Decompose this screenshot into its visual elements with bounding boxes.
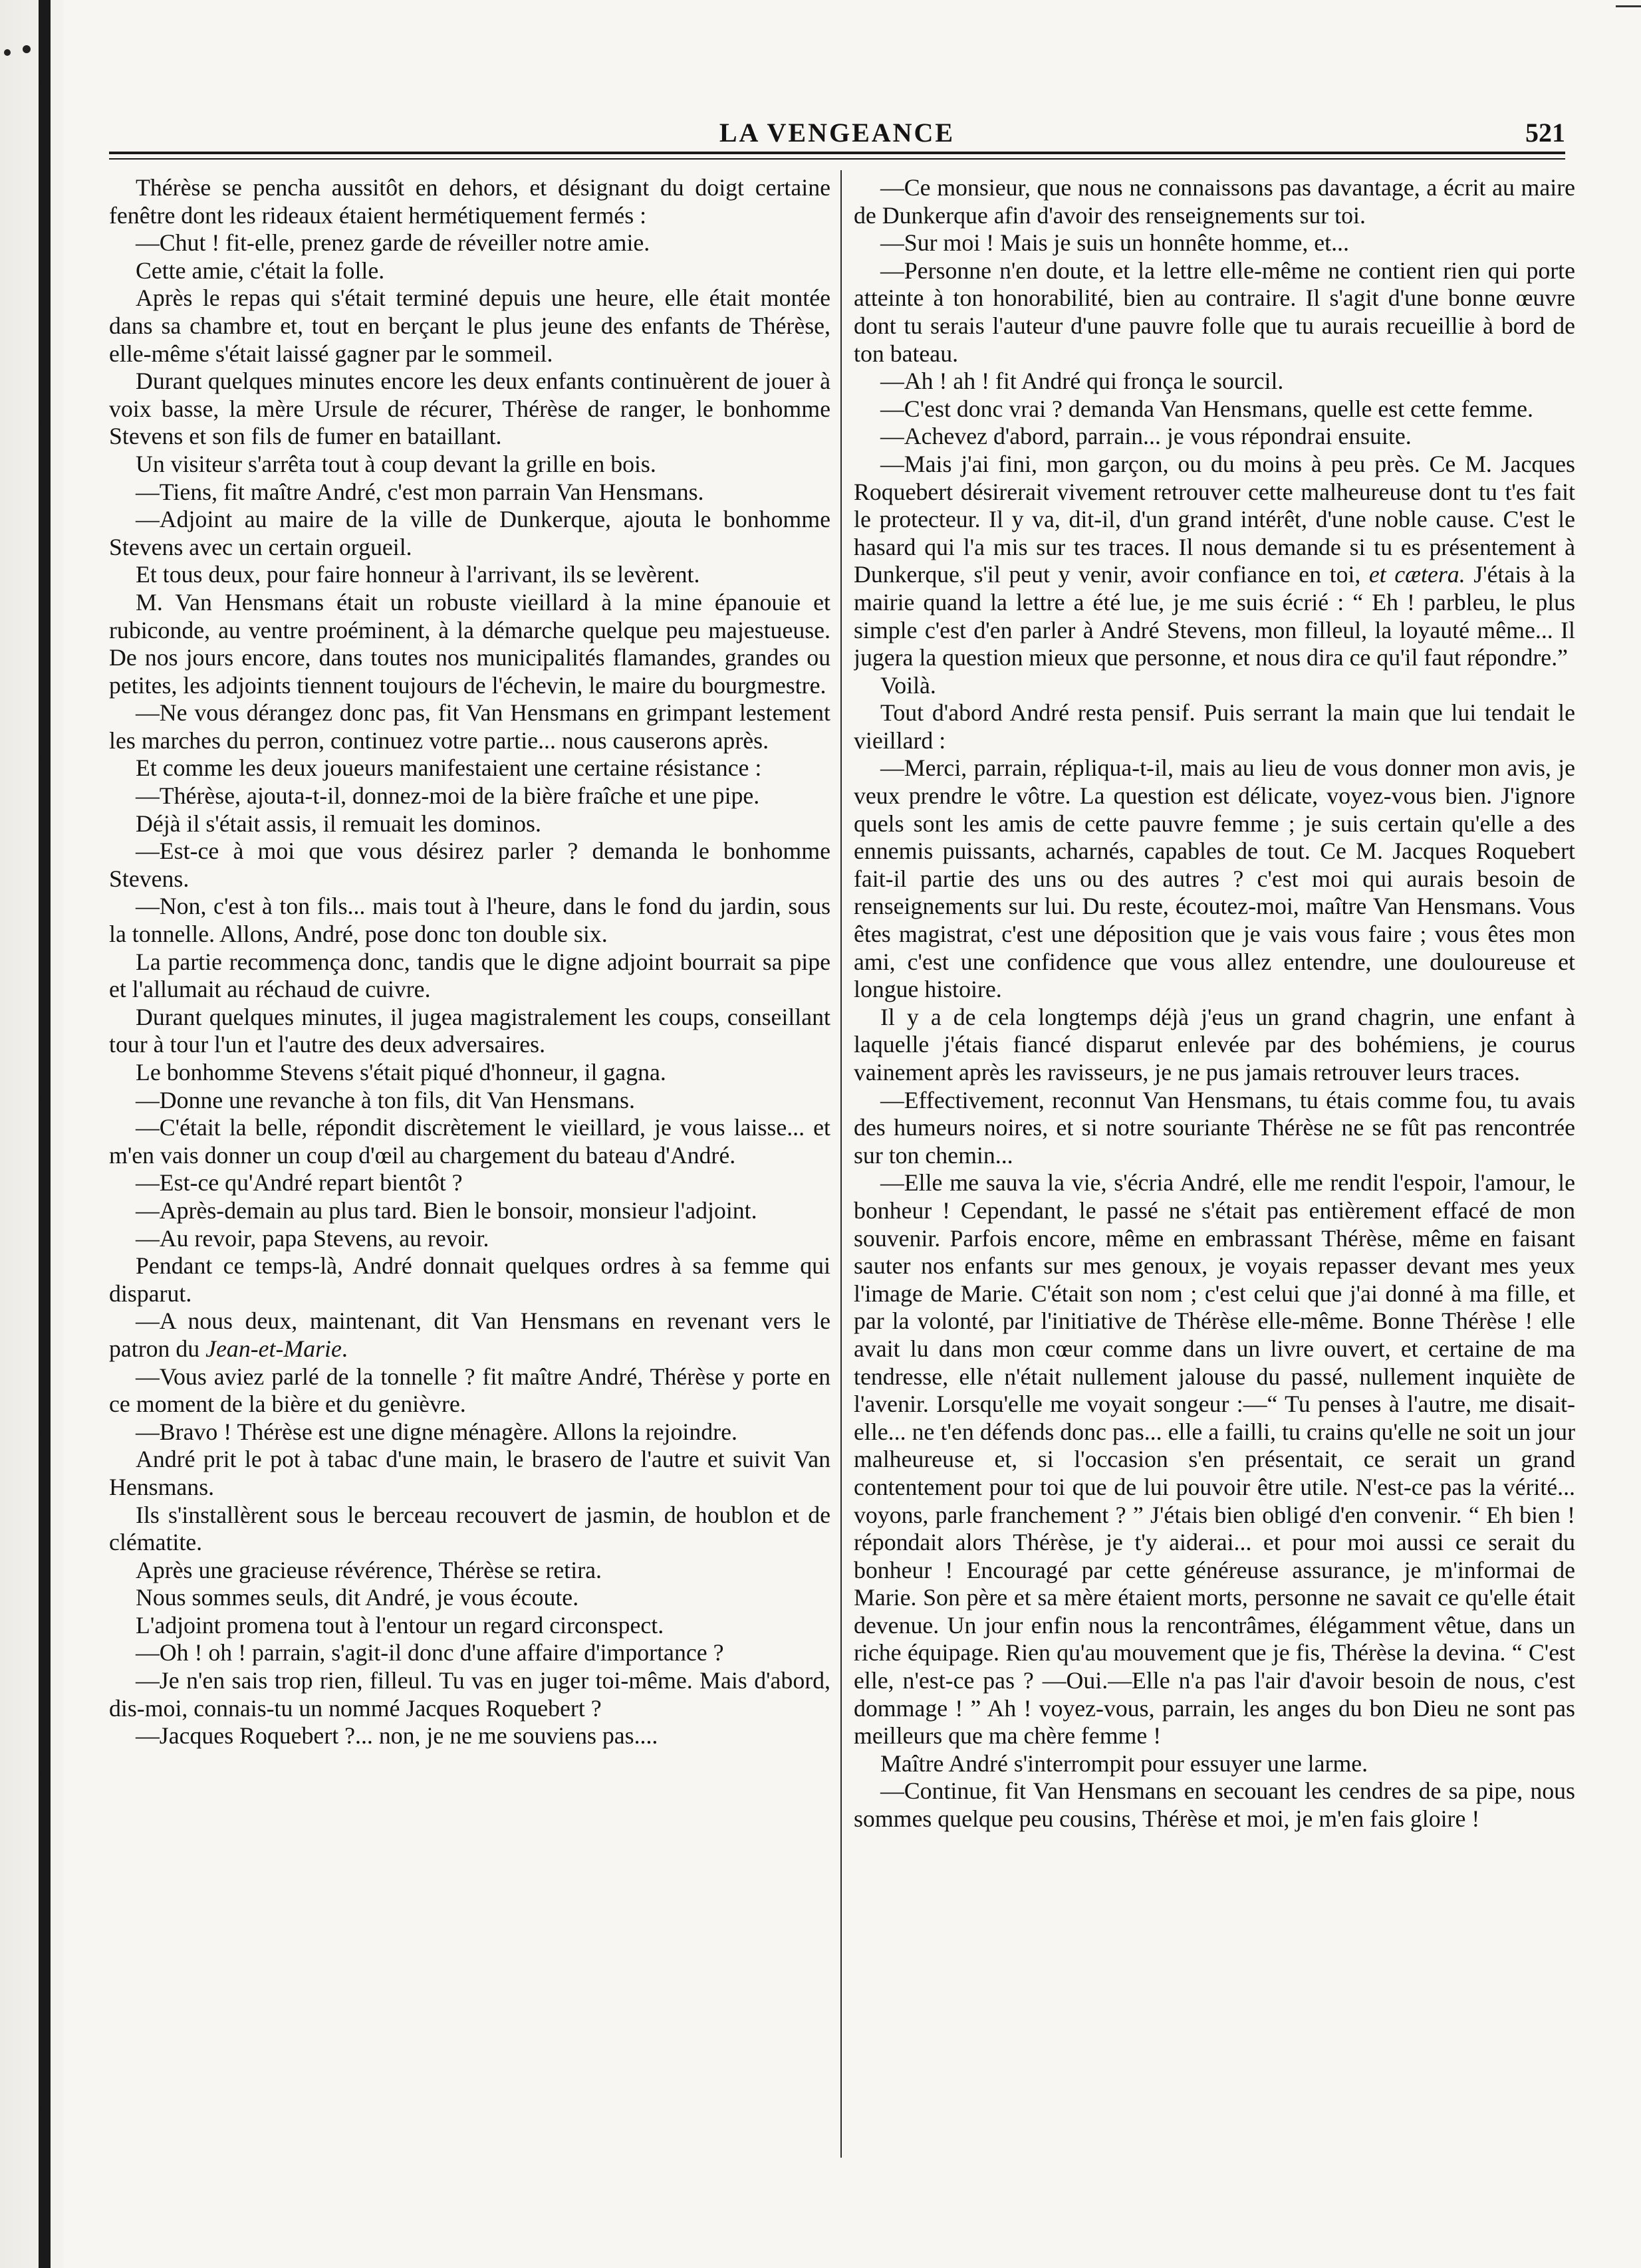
paragraph: Après une gracieuse révérence, Thérèse se retira. — [136, 1556, 602, 1583]
paragraph: Durant quelques minutes, il jugea magistralement les coups, conseillant tour à tour l'un et l'autre des deux adversaires. — [109, 1003, 830, 1058]
paragraph: —Adjoint au maire de la ville de Dunkerque, ajouta le bonhomme Stevens avec un certain orgueil. — [109, 506, 830, 560]
paragraph: Nous sommes seuls, dit André, je vous écoute. — [136, 1584, 579, 1611]
corner-mark — [1616, 5, 1641, 7]
paragraph-text: —A nous deux, maintenant, dit Van Hensmans en revenant vers le patron du — [109, 1307, 830, 1362]
paragraph: Et tous deux, pour faire honneur à l'arrivant, ils se levèrent. — [136, 561, 700, 588]
paragraph: —Donne une revanche à ton fils, dit Van Hensmans. — [136, 1086, 635, 1113]
paragraph: —Jacques Roquebert ?... non, je ne me souviens pas.... — [136, 1722, 658, 1750]
paragraph: Ils s'installèrent sous le berceau recouvert de jasmin, de houblon et de clématite. — [109, 1501, 830, 1556]
paragraph: —Ce monsieur, que nous ne connaissons pas davantage, a écrit au maire de Dunkerque afin d'avoir des renseignements sur toi. — [854, 174, 1575, 229]
paragraph: M. Van Hensmans était un robuste vieillard à la mine épanouie et rubiconde, au ventre proéminent, à la démarche quelque peu majestueuse. De nos jours encore, dans toutes nos municipalités flamandes, grandes ou petites, les adjoints tiennent toujours de l'échevin, le maire du bourgmestre. — [109, 588, 830, 699]
column-divider — [840, 170, 842, 2158]
et-caetera-italic: et cætera. — [1368, 561, 1465, 588]
header-double-rule — [109, 152, 1565, 160]
paragraph-with-et-caetera — [854, 451, 1575, 672]
paragraph: Déjà il s'était assis, il remuait les dominos. — [136, 810, 541, 837]
binding-black-rule — [39, 0, 51, 2268]
paragraph: —Est-ce qu'André repart bientôt ? — [136, 1169, 463, 1196]
paragraph-with-boat-name — [109, 1307, 830, 1363]
paragraph: —Personne n'en doute, et la lettre elle-même ne contient rien qui porte atteinte à ton honorabilité, bien au contraire. Il s'agit d'une bonne œuvre dont tu serais l'auteur d'une pauvre folle que tu aurais recueillie à bord de ton bateau. — [854, 257, 1575, 367]
page-binding-edge — [0, 0, 64, 2268]
paragraph: —Ah ! ah ! fit André qui fronça le sourcil. — [880, 368, 1284, 395]
paragraph: —Continue, fit Van Hensmans en secouant les cendres de sa pipe, nous sommes quelque peu cousins, Thérèse et moi, je m'en fais gloire ! — [854, 1777, 1575, 1833]
paragraph: —Sur moi ! Mais je suis un honnête homme, et... — [880, 229, 1349, 257]
paragraph: Et comme les deux joueurs manifestaient une certaine résistance : — [136, 754, 762, 782]
paragraph: —Je n'en sais trop rien, filleul. Tu vas en juger toi-même. Mais d'abord, dis-moi, connais-tu un nommé Jacques Roquebert ? — [109, 1667, 830, 1722]
paragraph: Voilà. — [880, 671, 936, 699]
paragraph: Maître André s'interrompit pour essuyer une larme. — [880, 1750, 1368, 1777]
paragraph: —Vous aviez parlé de la tonnelle ? fit maître André, Thérèse y porte en ce moment de la bière et du genièvre. — [109, 1363, 830, 1418]
paragraph: Tout d'abord André resta pensif. Puis serrant la main que lui tendait le vieillard : — [854, 699, 1575, 754]
left-column — [109, 174, 830, 2182]
paragraph: —C'est donc vrai ? demanda Van Hensmans, quelle est cette femme. — [880, 395, 1533, 422]
paragraph: —Effectivement, reconnut Van Hensmans, tu étais comme fou, tu avais des humeurs noires, et si notre souriante Thérèse ne se fût pas rencontrée sur ton chemin... — [854, 1086, 1575, 1169]
paragraph: Le bonhomme Stevens s'était piqué d'honneur, il gagna. — [136, 1059, 666, 1085]
paragraph: —Non, c'est à ton fils... mais tout à l'heure, dans le fond du jardin, sous la tonnelle. Allons, André, pose donc ton double six. — [109, 893, 830, 948]
paragraph: —Thérèse, ajouta-t-il, donnez-moi de la bière fraîche et une pipe. — [136, 782, 760, 810]
paragraph: Il y a de cela longtemps déjà j'eus un grand chagrin, une enfant à laquelle j'étais fiancé disparut enlevée par des bohémiens, je courus vainement après les ravisseurs, je ne pus jamais retrouver leurs traces. — [854, 1003, 1575, 1085]
boat-name-italic: Jean-et-Marie — [205, 1335, 342, 1362]
paragraph: —Bravo ! Thérèse est une digne ménagère. Allons la rejoindre. — [136, 1418, 737, 1445]
paragraph: Pendant ce temps-là, André donnait quelques ordres à sa femme qui disparut. — [109, 1252, 830, 1307]
paragraph: —Chut ! fit-elle, prenez garde de réveiller notre amie. — [136, 229, 650, 257]
page-number: 521 — [1525, 118, 1565, 148]
paragraph: —Au revoir, papa Stevens, au revoir. — [136, 1224, 489, 1252]
paragraph: Durant quelques minutes encore les deux enfants continuèrent de jouer à voix basse, la mère Ursule de récurer, Thérèse de ranger, le bonhomme Stevens et son fils de fumer en bataillant. — [109, 368, 830, 450]
binding-dot — [23, 45, 31, 53]
paragraph: —Achevez d'abord, parrain... je vous répondrai ensuite. — [880, 423, 1412, 450]
paragraph: —C'était la belle, répondit discrètement le vieillard, je vous laisse... et m'en vais donner un coup d'œil au chargement du bateau d'André. — [109, 1114, 830, 1169]
paragraph: André prit le pot à tabac d'une main, le brasero de l'autre et suivit Van Hensmans. — [109, 1446, 830, 1500]
paragraph: —Ne vous dérangez donc pas, fit Van Hensmans en grimpant lestement les marches du perron, continuez votre partie... nous causerons après. — [109, 699, 830, 754]
paragraph-text: . — [341, 1335, 348, 1362]
paragraph: —Après-demain au plus tard. Bien le bonsoir, monsieur l'adjoint. — [136, 1196, 757, 1224]
paragraph: —Oh ! oh ! parrain, s'agit-il donc d'une affaire d'importance ? — [136, 1639, 724, 1666]
paragraph: Thérèse se pencha aussitôt en dehors, et désignant du doigt certaine fenêtre dont les rideaux étaient hermétiquement fermés : — [109, 174, 830, 229]
paragraph: —Est-ce à moi que vous désirez parler ? demanda le bonhomme Stevens. — [109, 838, 830, 892]
right-column — [854, 174, 1575, 2182]
paragraph: —Tiens, fit maître André, c'est mon parrain Van Hensmans. — [136, 478, 704, 505]
paragraph-text: J'étais à la mairie quand la lettre a été lue, je me suis écrié : “ Eh ! parbleu, le plus simple c'est d'en parler à André Stevens, mon filleul, la loyauté même... Il jugera la question mieux que personne, et nous dira ce qu'il faut répondre.” — [854, 561, 1575, 671]
running-title: LA VENGEANCE — [719, 118, 955, 148]
paragraph: L'adjoint promena tout à l'entour un regard circonspect. — [136, 1611, 664, 1639]
paragraph: —Elle me sauva la vie, s'écria André, elle me rendit l'espoir, l'amour, le bonheur ! Cependant, le passé ne s'était pas entièrement effacé de mon souvenir. Parfois encore, même en embrassant Thérèse, même en faisant sauter nos enfants sur mes genoux, je voyais repasser devant mes yeux l'image de Marie. C'était son nom ; c'est celui que j'ai donné à ma fille, et par la volonté, par l'initiative de Thérèse elle-même. Bonne Thérèse ! elle avait lu dans mon cœur comme dans un livre ouvert, et certaine de ma tendresse, elle n'était nullement jalouse du passé, nullement inquiète de l'avenir. Lorsqu'elle me voyait songeur :—“ Tu penses à l'autre, me disait-elle... ne t'en défends donc pas... elle a failli, tu crains qu'elle ne soit un jour malheureuse et, si l'occasion s'en présentait, ce serait un grand contentement pour toi que de lui pouvoir être utile. N'est-ce pas la vérité... voyons, parle franchement ? ” J'étais bien obligé d'en convenir. “ Eh bien ! répondait alors Thérèse, je t'y aiderai... et pour moi aussi ce serait du bonheur ! Encouragé par cette généreuse assurance, je m'informai de Marie. Son père et sa mère étaient morts, personne ne savait ce qu'elle était devenue. Un jour enfin nous la rencontrâmes, élégamment vêtue, dans un riche équipage. Rien qu'au mouvement que je fis, Thérèse la devina. “ C'est elle, n'est-ce pas ? —Oui.—Elle n'a pas l'air d'avoir besoin de nous, c'est dommage ! ” Ah ! voyez-vous, parrain, les anges du bon Dieu ne sont pas meilleurs que ma chère femme ! — [854, 1169, 1575, 1750]
paragraph: Cette amie, c'était la folle. — [136, 257, 385, 284]
paragraph-text: —Mais j'ai fini, mon garçon, ou du moins à peu près. Ce M. Jacques Roquebert désirerait vivement retrouver cette malheureuse dont tu t'es fait le protecteur. Il y va, dit-il, d'un grand intérêt, d'une noble cause. C'est le hasard qui l'a mis sur tes traces. Il nous demande si tu es présentement à Dunkerque, s'il peut y venir, avoir confiance en toi, — [854, 450, 1575, 588]
paragraph: Après le repas qui s'était terminé depuis une heure, elle était montée dans sa chambre et, tout en berçant le plus jeune des enfants de Thérèse, elle-même s'était laissé gagner par le sommeil. — [109, 284, 830, 367]
binding-dot — [4, 49, 11, 56]
paragraph: Un visiteur s'arrêta tout à coup devant la grille en bois. — [136, 450, 656, 477]
paragraph: La partie recommença donc, tandis que le digne adjoint bourrait sa pipe et l'allumait au réchaud de cuivre. — [109, 948, 830, 1003]
paragraph: —Merci, parrain, répliqua-t-il, mais au lieu de vous donner mon avis, je veux prendre le vôtre. La question est délicate, voyez-vous bien. J'ignore quels sont les amis de cette pauvre femme ; je suis certain qu'elle a des ennemis puissants, acharnés, capables de tout. Ce M. Jacques Roquebert fait-il partie des uns ou des autres ? c'est moi qui aurais besoin de renseignements sur lui. Du reste, écoutez-moi, maître Van Hensmans. Vous êtes magistrat, c'est une déposition que je vais vous faire ; vous êtes mon ami, c'est une confidence que vous allez entendre, une douloureuse et longue histoire. — [854, 754, 1575, 1003]
